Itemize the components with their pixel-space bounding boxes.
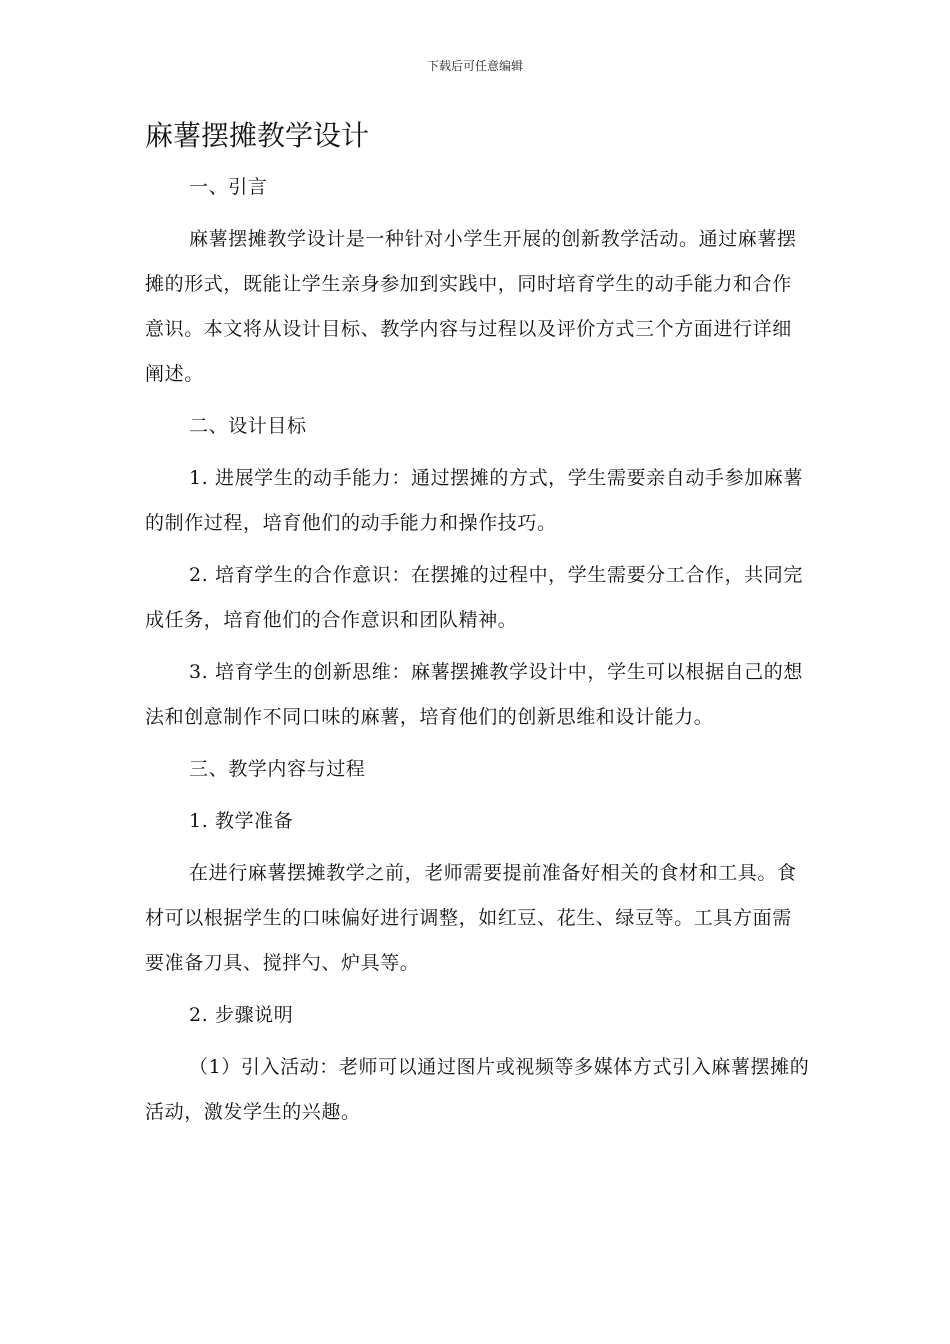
goal-item-2: 2. 培育学生的合作意识：在摆摊的过程中，学生需要分工合作，共同完成任务，培育他们的合作意识和团队精神。 <box>145 564 803 631</box>
goal-item-1: 1. 进展学生的动手能力：通过摆摊的方式，学生需要亲自动手参加麻薯的制作过程，培育他们的动手能力和操作技巧。 <box>145 467 803 534</box>
header-note: 下载后可任意编辑 <box>426 59 523 73</box>
step-item-1: （1）引入活动：老师可以通过图片或视频等多媒体方式引入麻薯摆摊的活动，激发学生的兴趣。 <box>145 1056 810 1123</box>
section-heading-goals: 二、设计目标 <box>189 415 307 437</box>
subheading-preparation: 1. 教学准备 <box>189 810 294 832</box>
section-heading-intro: 一、引言 <box>189 176 268 198</box>
paragraph-preparation: 在进行麻薯摆摊教学之前，老师需要提前准备好相关的食材和工具。食材可以根据学生的口味偏好进行调整，如红豆、花生、绿豆等。工具方面需要准备刀具、搅拌勺、炉具等。 <box>145 862 797 974</box>
document-body <box>145 165 810 1142</box>
paragraph-intro: 麻薯摆摊教学设计是一种针对小学生开展的创新教学活动。通过麻薯摆摊的形式，既能让学生亲身参加到实践中，同时培育学生的动手能力和合作意识。本文将从设计目标、教学内容与过程以及评价方式三个方面进行详细阐述。 <box>145 228 797 385</box>
goal-item-3: 3. 培育学生的创新思维：麻薯摆摊教学设计中，学生可以根据自己的想法和创意制作不同口味的麻薯，培育他们的创新思维和设计能力。 <box>145 661 803 728</box>
section-heading-content: 三、教学内容与过程 <box>189 758 366 780</box>
subheading-steps: 2. 步骤说明 <box>189 1004 294 1026</box>
document-title: 麻薯摆摊教学设计 <box>145 119 370 152</box>
